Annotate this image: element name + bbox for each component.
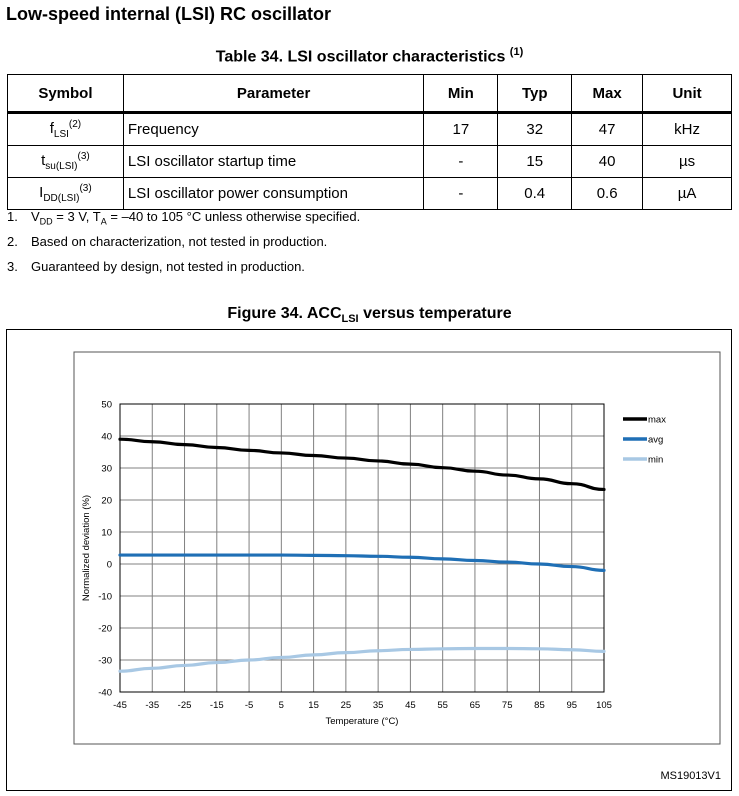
cell-symbol: $I_{DD(LSI)}^{(3)}$ [8, 178, 124, 210]
series-line-avg [120, 555, 604, 570]
legend-label-avg: avg [648, 434, 664, 446]
x-tick-label: 55 [437, 700, 448, 711]
section-title: Low-speed internal (LSI) RC oscillator [6, 4, 332, 24]
figure-caption: Figure 34. $ACC_{LSI}$ versus temperature [227, 305, 512, 326]
cell-min: - [424, 146, 498, 178]
x-tick-label: -25 [177, 700, 192, 711]
x-tick-label: 65 [469, 700, 481, 711]
table-row [8, 113, 732, 146]
cell-typ: 32 [498, 113, 572, 146]
cell-min: 17 [424, 113, 498, 146]
x-tick-label: 5 [278, 700, 284, 711]
x-tick-label: 25 [340, 700, 352, 711]
cell-min: - [424, 178, 498, 210]
legend-label-min: min [648, 454, 664, 466]
x-tick-label: -35 [145, 700, 160, 711]
cell-typ: 15 [498, 146, 572, 178]
cell-unit: µA [643, 178, 732, 210]
cell-max: 47 [572, 113, 643, 146]
note-2: 2. Based on characterization, not tested in production. [7, 234, 328, 249]
table-caption [0, 46, 739, 66]
y-axis-label: Normalized deviation (%) [81, 494, 92, 602]
x-tick-label: -15 [209, 700, 224, 711]
y-tick-label: 0 [106, 559, 112, 571]
figure-code: MS19013V1 [660, 770, 721, 782]
y-tick-label: -30 [98, 655, 112, 667]
x-axis-label: Temperature (°C) [325, 716, 399, 727]
lsi-characteristics-table [7, 74, 732, 210]
table-notes [7, 209, 360, 284]
y-tick-label: -40 [98, 687, 112, 699]
note-3: 3. Guaranteed by design, not tested in production. [7, 259, 305, 274]
table-header-row [8, 75, 732, 113]
header-max: Max [572, 75, 643, 113]
y-tick-label: 40 [101, 431, 112, 443]
x-tick-label: -5 [244, 700, 254, 711]
x-tick-label: 35 [372, 700, 384, 711]
legend-label-max: max [648, 414, 666, 426]
acc-lsi-chart [7, 330, 731, 790]
x-tick-label: 95 [566, 700, 578, 711]
x-tick-label: 15 [308, 700, 319, 711]
x-tick-label: 105 [596, 700, 612, 711]
cell-max: 40 [572, 146, 643, 178]
cell-parameter: Frequency [123, 113, 424, 146]
table-row [8, 178, 732, 210]
cell-typ: 0.4 [498, 178, 572, 210]
y-tick-label: -20 [98, 623, 112, 635]
y-tick-label: -10 [98, 591, 112, 603]
x-tick-label: 45 [405, 700, 416, 711]
header-typ: Typ [498, 75, 572, 113]
y-tick-label: 50 [101, 399, 112, 411]
header-min: Min [424, 75, 498, 113]
header-symbol: Symbol [8, 75, 124, 113]
cell-unit: kHz [643, 113, 732, 146]
table-caption-text: Table 34. LSI oscillator characteristics [215, 48, 506, 66]
x-tick-label: 75 [501, 700, 513, 711]
y-tick-label: 10 [101, 527, 112, 539]
note-1: 1. $V_{DD} = 3$ V, $T_A = -40$ to 105 °C unless otherwise specified. [7, 209, 361, 227]
x-tick-label: -45 [113, 700, 127, 711]
cell-symbol: $t_{su(LSI)}^{(3)}$ [8, 146, 124, 178]
cell-max: 0.6 [572, 178, 643, 210]
cell-symbol: $f_{LSI}^{(2)}$ [8, 113, 124, 146]
cell-parameter: LSI oscillator power consumption [123, 178, 424, 210]
cell-parameter: LSI oscillator startup time [123, 146, 424, 178]
header-parameter: Parameter [123, 75, 424, 113]
figure-box [6, 329, 732, 791]
table-row [8, 146, 732, 178]
x-tick-label: 85 [534, 700, 545, 711]
y-tick-label: 30 [101, 463, 112, 475]
y-tick-label: 20 [101, 495, 112, 507]
header-unit: Unit [643, 75, 732, 113]
cell-unit: µs [643, 146, 732, 178]
series-line-max [120, 439, 604, 489]
chart-frame [74, 352, 720, 744]
table-caption-note: (1) [509, 46, 524, 58]
